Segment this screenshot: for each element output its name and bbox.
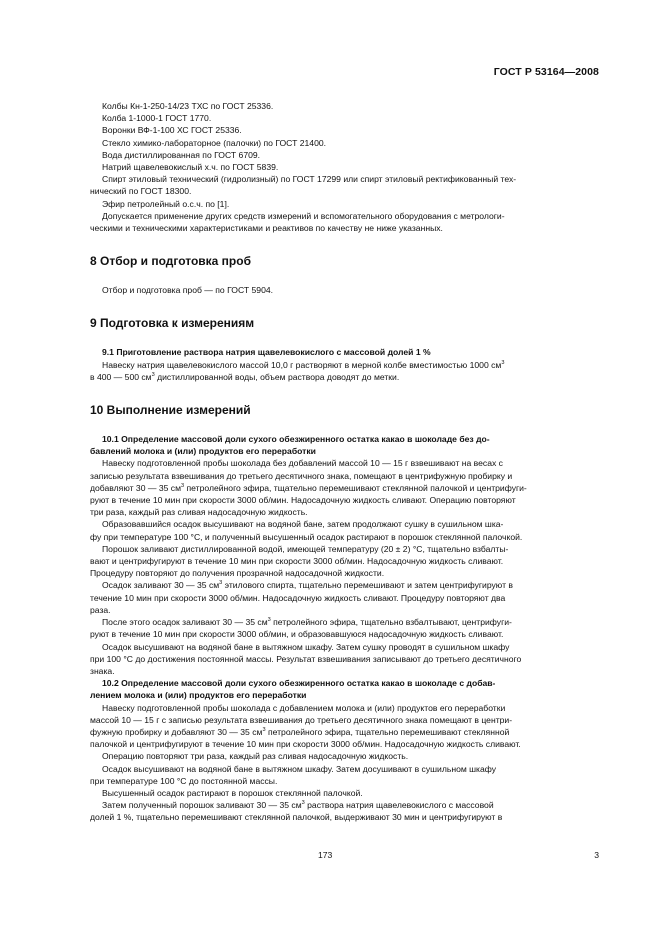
allowance-line-cont: ческими и техническими характеристиками и реактивов по качеству не ниже указанных.	[90, 223, 443, 234]
section-10-2-title-cont: лением молока и (или) продуктов его переработки	[90, 690, 307, 701]
spirit-line: Спирт этиловый технический (гидролизный) по ГОСТ 17299 или спирт этиловый ректификованный тех-	[102, 174, 517, 185]
paragraph-line: После этого осадок заливают 30 — 35 $см^3$ петролейного эфира, тщательно взбалтывают, центрифуги-	[102, 617, 512, 628]
paragraph-line: Процедуру повторяют до получения прозрачной надосадочной жидкости.	[90, 568, 385, 579]
page-number-right: 3	[594, 850, 599, 860]
paragraph-line: три раза, каждый раз сливая надосадочную жидкость.	[90, 507, 308, 518]
paragraph-line: Образовавшийся осадок высушивают на водяной бане, затем продолжают сушку в сушильном шка-	[102, 519, 504, 530]
section-9-1-line: в 400 — 500 $см^3$ дистиллированной воды, объем раствора доводят до метки.	[90, 371, 400, 382]
section-10-1-title-cont: бавлений молока и (или) продуктов его переработки	[90, 446, 316, 457]
paragraph-line: записью результата взвешивания до третьего десятичного знака, помещают в центрифужную пробирку и	[90, 470, 513, 481]
paragraph-line: Осадок заливают 30 — 35 $см^3$ этилового спирта, тщательно перемешивают и затем центрифугируют в	[102, 580, 513, 591]
section-10-1-title: 10.1 Определение массовой доли сухого обезжиренного остатка какао в шоколаде без до-	[102, 434, 490, 445]
section-10-title: 10 Выполнение измерений	[90, 403, 251, 418]
paragraph-line: течение 10 мин при скорости 3000 об/мин. Надосадочную жидкость сливают. Процедуру повторяют два	[90, 592, 506, 603]
paragraph-line: массой 10 — 15 г с записью результата взвешивания до третьего десятичного знака помещают в центри-	[90, 714, 513, 725]
section-9-1-line: Навеску натрия щавелевокислого массой 10,0 г растворяют в мерной колбе вместимостью 1000 $см^3$	[102, 359, 505, 370]
page-content	[90, 100, 600, 824]
paragraph-line: при температуре 100 °С до постоянной массы.	[90, 775, 278, 786]
equipment-item: Колба 1-1000-1 ГОСТ 1770.	[102, 113, 212, 124]
paragraph-line: руют в течение 10 мин при скорости 3000 об/мин. Надосадочную жидкость сливают. Операцию повторяют	[90, 495, 516, 506]
paragraph-line: Навеску подготовленной пробы шоколада без добавлений массой 10 — 15 г взвешивают на весах с	[102, 458, 503, 469]
allowance-line: Допускается применение других средств измерений и вспомогательного оборудования с метрологи-	[102, 210, 505, 221]
paragraph-line: вают и центрифугируют в течение 10 мин при скорости 3000 об/мин. Надосадочную жидкость сливают.	[90, 556, 504, 567]
paragraph-line: Осадок высушивают на водяной бане в вытяжном шкафу. Затем сушку проводят в сушильном шкафу	[102, 641, 510, 652]
section-9-title: 9 Подготовка к измерениям	[90, 316, 255, 331]
paragraph-line: Порошок заливают дистиллированной водой, имеющей температуру (20 ± 2) °С, тщательно взбалты-	[102, 543, 509, 554]
equipment-item: Вода дистиллированная по ГОСТ 6709.	[102, 149, 261, 160]
paragraph-line: Осадок высушивают на водяной бане в вытяжном шкафу. Затем досушивают в сушильном шкафу	[102, 763, 497, 774]
section-8-title: 8 Отбор и подготовка проб	[90, 254, 252, 269]
paragraph-line: Навеску подготовленной пробы шоколада с добавлением молока и (или) продуктов его переработки	[102, 702, 506, 713]
paragraph-line: Операцию повторяют три раза, каждый раз сливая надосадочную жидкость.	[102, 751, 409, 762]
paragraph-line: палочкой и центрифугируют в течение 10 мин при скорости 3000 об/мин. Надосадочную жидкость сливают.	[90, 739, 521, 750]
section-9-1-title: 9.1 Приготовление раствора натрия щавелевокислого с массовой долей 1 %	[102, 347, 431, 358]
paragraph-line: Высушенный осадок растирают в порошок стеклянной палочкой.	[102, 787, 363, 798]
section-10-2-title: 10.2 Определение массовой доли сухого обезжиренного остатка какао в шоколаде с добав-	[102, 678, 496, 689]
paragraph-line: долей 1 %, тщательно перемешивают стеклянной палочкой, выдерживают 30 мин и центрифугируют в	[90, 812, 503, 823]
paragraph-line: руют в течение 10 мин при скорости 3000 об/мин, и образовавшуюся надосадочную жидкость сливают.	[90, 629, 504, 640]
paragraph-line: фужную пробирку и добавляют 30 — 35 $см^3$ петролейного эфира, тщательно перемешивают стеклянной	[90, 726, 510, 737]
spirit-line-cont: нический по ГОСТ 18300.	[90, 186, 192, 197]
paragraph-line: добавляют 30 — 35 $см^3$ петролейного эфира, тщательно перемешивают стеклянной палочкой и центрифуги-	[90, 482, 527, 493]
equipment-item: Колбы Кн-1-250-14/23 ТХС по ГОСТ 25336.	[102, 101, 274, 111]
equipment-item: Натрий щавелевокислый х.ч. по ГОСТ 5839.	[102, 162, 279, 173]
paragraph-line: Затем полученный порошок заливают 30 — 35 $см^3$ раствора натрия щавелевокислого с массовой	[102, 800, 494, 811]
paragraph-line: при 100 °С до достижения постоянной массы. Результат взвешивания записывают до третьего десятичного	[90, 653, 522, 664]
paragraph-line: фу при температуре 100 °С, и полученный высушенный осадок растирают в порошок стеклянной палочкой.	[90, 531, 523, 542]
paragraph-line: знака.	[90, 665, 115, 676]
equipment-item: Воронки ВФ-1-100 ХС ГОСТ 25336.	[102, 125, 242, 136]
equipment-item: Стекло химико-лабораторное (палочки) по ГОСТ 21400.	[102, 137, 327, 148]
page-number-center: 173	[318, 850, 333, 860]
ether-line: Эфир петролейный о.с.ч. по [1].	[102, 198, 230, 209]
standard-header: ГОСТ Р 53164—2008	[493, 66, 599, 78]
paragraph-line: раза.	[90, 604, 111, 615]
section-8-text: Отбор и подготовка проб — по ГОСТ 5904.	[102, 285, 274, 296]
